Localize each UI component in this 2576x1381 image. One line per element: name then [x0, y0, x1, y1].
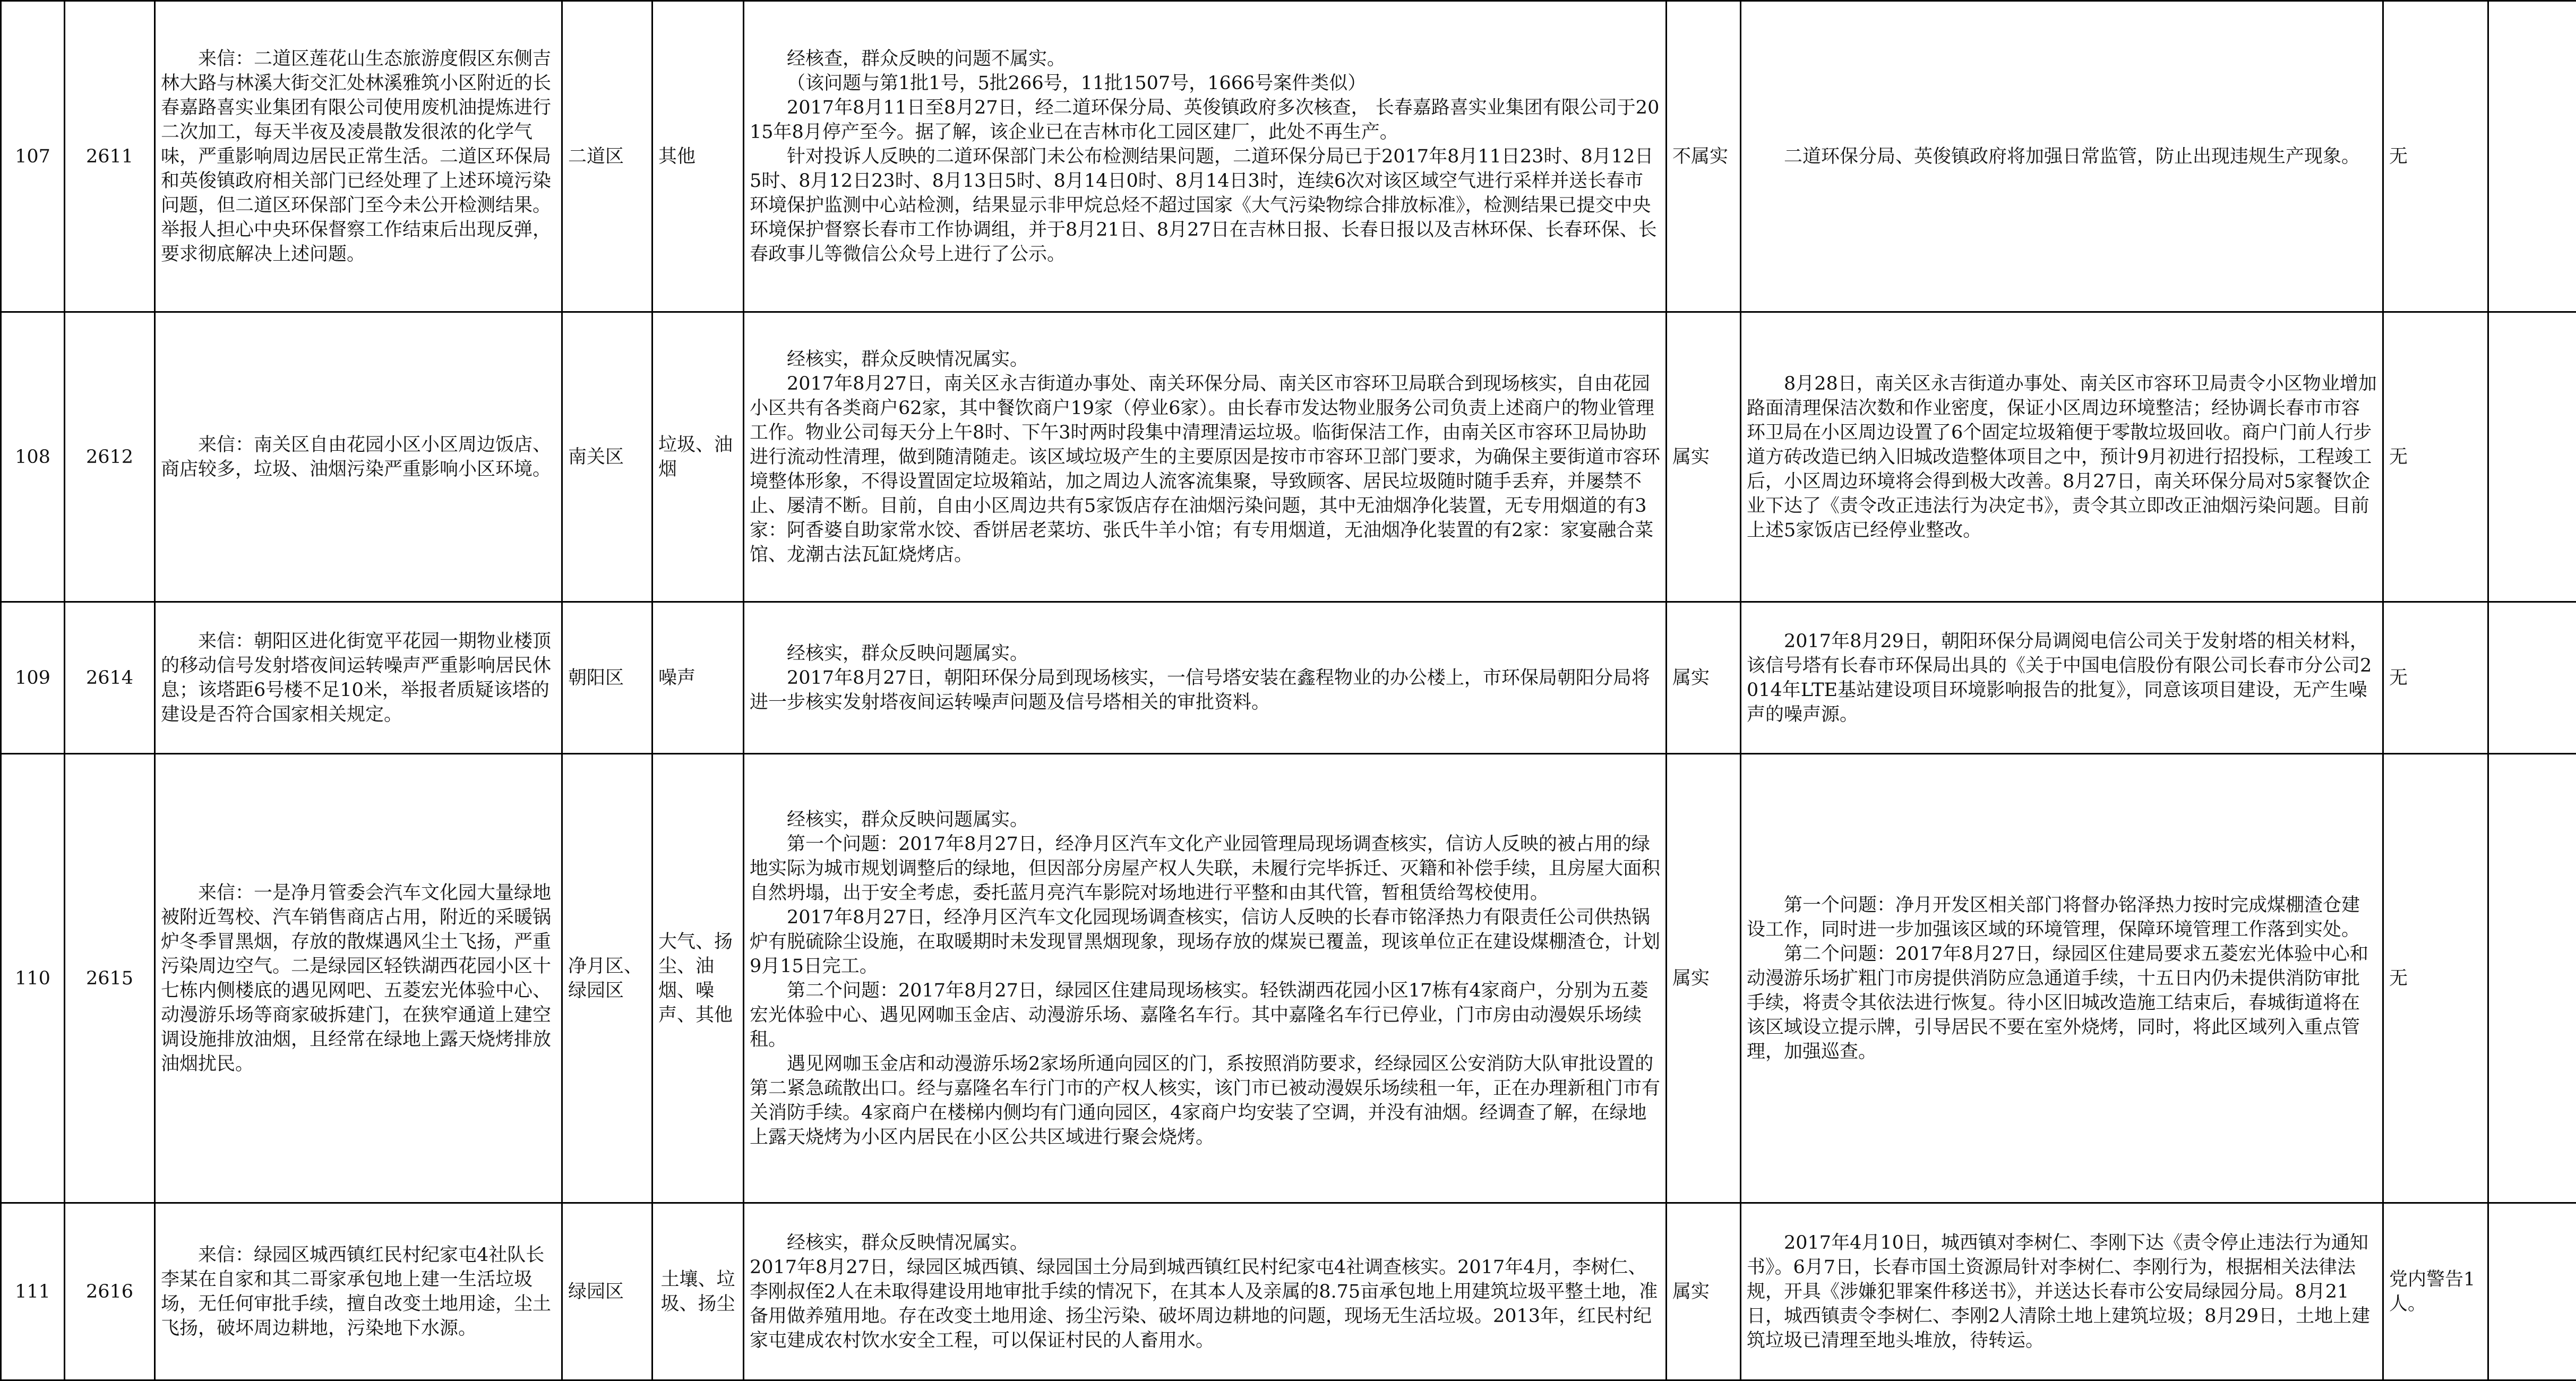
investigation-text: 经核实，群众反映问题属实。 2017年8月27日，朝阳环保分局到现场核实，一信号塔安装在鑫程物业的办公楼上，市环保局朝阳分局将进一步核实发射塔夜间运转噪声问题及信号塔相关的审批资料。 [744, 602, 1667, 754]
district: 朝阳区 [562, 602, 652, 754]
verdict: 属实 [1667, 754, 1741, 1203]
category: 垃圾、油烟 [652, 312, 744, 602]
extra-cell [2488, 1203, 2576, 1380]
accountability: 无 [2383, 312, 2488, 602]
row-index: 109 [1, 602, 65, 754]
case-number: 2614 [65, 602, 155, 754]
complaint-text: 来信：二道区莲花山生态旅游度假区东侧吉林大路与林溪大街交汇处林溪雅筑小区附近的长春嘉路喜实业集团有限公司使用废机油提炼进行二次加工，每天半夜及凌晨散发很浓的化学气味，严重影响周边居民正常生活。二道区环保局和英俊镇政府相关部门已经处理了上述环境污染问题，但二道区环保部门至今未公开检测结果。举报人担心中央环保督察工作结束后出现反弹，要求彻底解决上述问题。 [155, 1, 562, 312]
investigation-text: 经核实，群众反映情况属实。 2017年8月27日，南关区永吉街道办事处、南关环保分局、南关区市容环卫局联合到现场核实，自由花园小区共有各类商户62家，其中餐饮商户19家（停业6家）。由长春市发达物业服务公司负责上述商户的物业管理工作。物业公司每天分上午8时、下午3时两时段集中清理清运垃圾。临街保洁工作，由南关区市容环卫局协助进行流动性清理，做到随清随走。该区域垃圾产生的主要原因是按市市容环卫部门要求，为确保主要街道市容环境整体形象，不得设置固定垃圾箱站，加之周边人流客流集聚，导致顾客、居民垃圾随时随手丢弃，并屡禁不止、屡清不断。目前，自由小区周边共有5家饭店存在油烟污染问题，其中无油烟净化装置，无专用烟道的有3家：阿香婆自助家常水饺、香饼居老菜坊、张氏牛羊小馆；有专用烟道，无油烟净化装置的有2家：家宴融合菜馆、龙潮古法瓦缸烧烤店。 [744, 312, 1667, 602]
district: 二道区 [562, 1, 652, 312]
district: 净月区、绿园区 [562, 754, 652, 1203]
table-row [1, 754, 2576, 1203]
table-row [1, 602, 2576, 754]
verdict: 属实 [1667, 602, 1741, 754]
case-number: 2616 [65, 1203, 155, 1380]
row-index: 107 [1, 1, 65, 312]
accountability: 无 [2383, 602, 2488, 754]
accountability: 无 [2383, 1, 2488, 312]
category: 其他 [652, 1, 744, 312]
verdict: 属实 [1667, 312, 1741, 602]
extra-cell [2488, 602, 2576, 754]
complaint-text: 来信：绿园区城西镇红民村纪家屯4社队长李某在自家和其二哥家承包地上建一生活垃圾场，无任何审批手续，擅自改变土地用途，尘土飞扬，破坏周边耕地，污染地下水源。 [155, 1203, 562, 1380]
case-number: 2611 [65, 1, 155, 312]
handling-text: 二道环保分局、英俊镇政府将加强日常监管，防止出现违规生产现象。 [1741, 1, 2383, 312]
verdict: 不属实 [1667, 1, 1741, 312]
case-number: 2612 [65, 312, 155, 602]
district: 绿园区 [562, 1203, 652, 1380]
handling-text: 8月28日，南关区永吉街道办事处、南关区市容环卫局责令小区物业增加路面清理保洁次数和作业密度，保证小区周边环境整洁；经协调长春市市容环卫局在小区周边设置了6个固定垃圾箱便于零散垃圾回收。商户门前人行步道方砖改造已纳入旧城改造整体项目之中，预计9月初进行招投标，工程竣工后，小区周边环境将会得到极大改善。8月27日，南关环保分局对5家餐饮企业下达了《责令改正违法行为决定书》，责令其立即改正油烟污染问题。目前上述5家饭店已经停业整改。 [1741, 312, 2383, 602]
handling-text: 第一个问题：净月开发区相关部门将督办铭泽热力按时完成煤棚渣仓建设工作，同时进一步加强该区域的环境管理，保障环境管理工作落到实处。 第二个问题：2017年8月27日，绿园区住建局要求五菱宏光体验中心和动漫游乐场扩粗门市房提供消防应急通道手续，十五日内仍未提供消防审批手续，将责令其依法进行恢复。待小区旧城改造施工结束后，春城街道将在该区域设立提示牌，引导居民不要在室外烧烤，同时，将此区域列入重点管理，加强巡查。 [1741, 754, 2383, 1203]
complaint-text: 来信：朝阳区进化街宽平花园一期物业楼顶的移动信号发射塔夜间运转噪声严重影响居民休息；该塔距6号楼不足10米，举报者质疑该塔的建设是否符合国家相关规定。 [155, 602, 562, 754]
extra-cell [2488, 1, 2576, 312]
handling-text: 2017年4月10日，城西镇对李树仁、李刚下达《责令停止违法行为通知书》。6月7日，长春市国土资源局针对李树仁、李刚行为，根据相关法律法规，开具《涉嫌犯罪案件移送书》，并送达长春市公安局绿园分局。8月21日，城西镇责令李树仁、李刚2人清除土地上建筑垃圾；8月29日，土地上建筑垃圾已清理至地头堆放，待转运。 [1741, 1203, 2383, 1380]
table-row [1, 1203, 2576, 1380]
district: 南关区 [562, 312, 652, 602]
accountability: 党内警告1人。 [2383, 1203, 2488, 1380]
row-index: 111 [1, 1203, 65, 1380]
extra-cell [2488, 312, 2576, 602]
complaint-text: 来信：一是净月管委会汽车文化园大量绿地被附近驾校、汽车销售商店占用，附近的采暖锅炉冬季冒黑烟，存放的散煤遇风尘土飞扬，严重污染周边空气。二是绿园区轻铁湖西花园小区十七栋内侧楼底的遇见网吧、五菱宏光体验中心、动漫游乐场等商家破拆建门，在狭窄通道上建空调设施排放油烟，且经常在绿地上露天烧烤排放油烟扰民。 [155, 754, 562, 1203]
investigation-text: 经核查，群众反映的问题不属实。 （该问题与第1批1号，5批266号，11批1507号，1666号案件类似） 2017年8月11日至8月27日，经二道环保分局、英俊镇政府多次核查， 长春嘉路喜实业集团有限公司于2015年8月停产至今。据了解，该企业已在吉林市化工园区建厂，此处不再生产。 针对投诉人反映的二道环保部门未公布检测结果问题，二道环保分局已于2017年8月11日23时、8月12日5时、8月12日23时、8月13日5时、8月14日0时、8月14日3时，连续6次对该区域空气进行采样并送长春市环境保护监测中心站检测，结果显示非甲烷总烃不超过国家《大气污染物综合排放标准》，检测结果已提交中央环境保护督察长春市工作协调组，并于8月21日、8月27日在吉林日报、长春日报以及吉林环保、长春环保、长春政事儿等微信公众号上进行了公示。 [744, 1, 1667, 312]
investigation-text: 经核实，群众反映情况属实。 2017年8月27日，绿园区城西镇、绿园国土分局到城西镇红民村纪家屯4社调查核实。2017年4月，李树仁、李刚叔侄2人在未取得建设用地审批手续的情况下，在其本人及亲属的8.75亩承包地上用建筑垃圾平整土地，准备用做养殖用地。存在改变土地用途、扬尘污染、破坏周边耕地的问题，现场无生活垃圾。2013年，红民村纪家屯建成农村饮水安全工程，可以保证村民的人畜用水。 [744, 1203, 1667, 1380]
extra-cell [2488, 754, 2576, 1203]
case-number: 2615 [65, 754, 155, 1203]
category: 噪声 [652, 602, 744, 754]
complaint-text: 来信：南关区自由花园小区小区周边饭店、商店较多，垃圾、油烟污染严重影响小区环境。 [155, 312, 562, 602]
accountability: 无 [2383, 754, 2488, 1203]
handling-text: 2017年8月29日，朝阳环保分局调阅电信公司关于发射塔的相关材料，该信号塔有长春市环保局出具的《关于中国电信股份有限公司长春市分公司2014年LTE基站建设项目环境影响报告的批复》，同意该项目建设，无产生噪声的噪声源。 [1741, 602, 2383, 754]
investigation-text: 经核实，群众反映问题属实。 第一个问题：2017年8月27日，经净月区汽车文化产业园管理局现场调查核实，信访人反映的被占用的绿地实际为城市规划调整后的绿地，但因部分房屋产权人失联，未履行完毕拆迁、灭籍和补偿手续，且房屋大面积自然坍塌，出于安全考虑，委托蓝月亮汽车影院对场地进行平整和由其代管，暂租赁给驾校使用。 2017年8月27日，经净月区汽车文化园现场调查核实，信访人反映的长春市铭泽热力有限责任公司供热锅炉有脱硫除尘设施，在取暖期时未发现冒黑烟现象，现场存放的煤炭已覆盖，现该单位正在建设煤棚渣仓，计划9月15日完工。 第二个问题：2017年8月27日，绿园区住建局现场核实。轻铁湖西花园小区17栋有4家商户，分别为五菱宏光体验中心、遇见网咖玉金店、动漫游乐场、嘉隆名车行。其中嘉隆名车行已停业，门市房由动漫娱乐场续租。 遇见网咖玉金店和动漫游乐场2家场所通向园区的门，系按照消防要求，经绿园区公安消防大队审批设置的第二紧急疏散出口。经与嘉隆名车行门市的产权人核实，该门市已被动漫娱乐场续租一年，正在办理新租门市有关消防手续。4家商户在楼梯内侧均有门通向园区，4家商户均安装了空调，并没有油烟。经调查了解，在绿地上露天烧烤为小区内居民在小区公共区域进行聚会烧烤。 [744, 754, 1667, 1203]
table-row [1, 1, 2576, 312]
table-row [1, 312, 2576, 602]
verdict: 属实 [1667, 1203, 1741, 1380]
category: 大气、扬尘、油烟、噪声、其他 [652, 754, 744, 1203]
category: 土壤、垃圾、扬尘 [652, 1203, 744, 1380]
row-index: 110 [1, 754, 65, 1203]
row-index: 108 [1, 312, 65, 602]
